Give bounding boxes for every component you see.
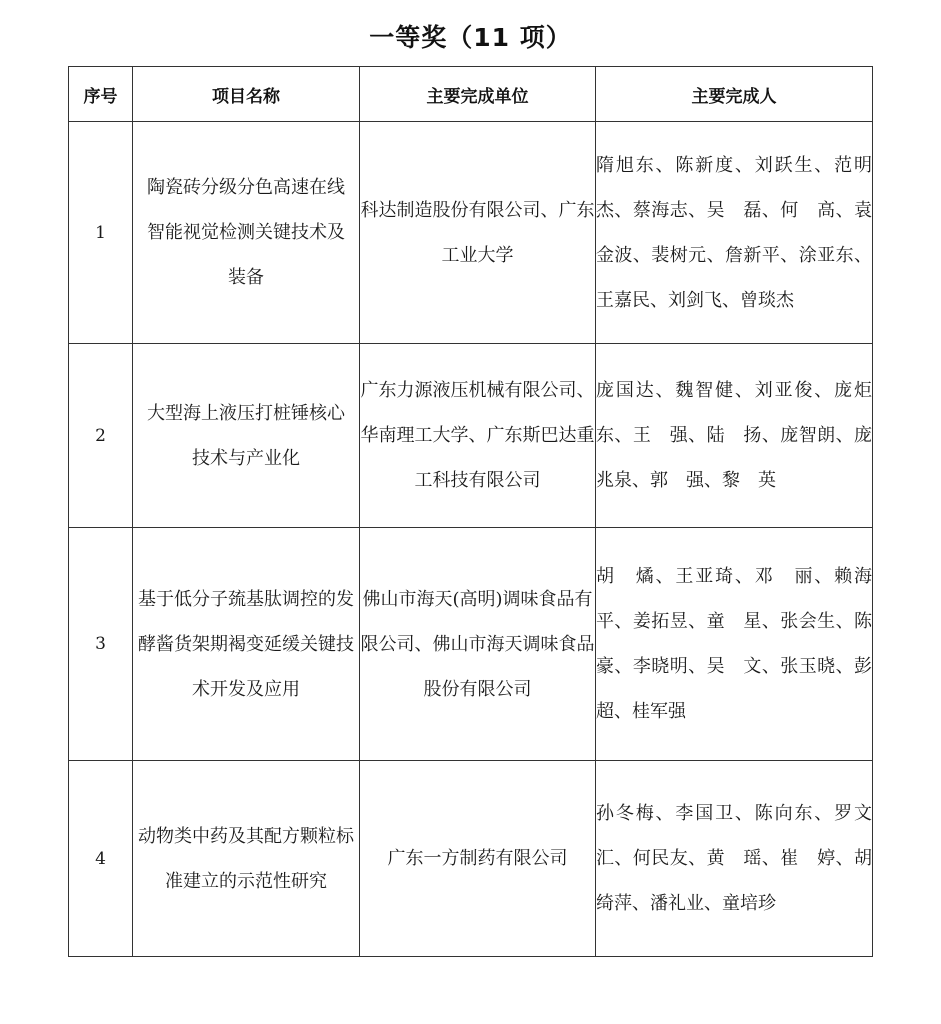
unit-text: 科达制造股份有限公司、广东工业大学 <box>360 199 595 266</box>
page-title: 一等奖（11 项） <box>369 23 572 52</box>
row-no: 2 <box>69 344 133 528</box>
header-project-name: 项目名称 <box>133 67 360 122</box>
row-people <box>596 344 873 528</box>
table-row <box>69 122 873 344</box>
header-people: 主要完成人 <box>596 67 873 122</box>
people-text: 胡 燏、王亚琦、邓 丽、赖海平、姜拓昱、童 星、张会生、陈 豪、李晓明、吴 文、张玉晓、彭 超、桂军强 <box>596 566 890 722</box>
header-unit: 主要完成单位 <box>360 67 596 122</box>
row-project-name <box>133 761 360 957</box>
row-project-name <box>133 528 360 761</box>
table-row <box>69 528 873 761</box>
project-name-text: 陶瓷砖分级分色高速在线智能视觉检测关键技术及装备 <box>147 177 345 288</box>
unit-text: 广东力源液压机械有限公司、华南理工大学、广东斯巴达重工科技有限公司 <box>360 380 595 491</box>
unit-text: 广东一方制药有限公司 <box>387 848 568 869</box>
project-name-text: 大型海上液压打桩锤核心技术与产业化 <box>147 402 345 469</box>
people-text: 孙冬梅、李国卫、陈向东、罗文汇、何民友、黄 瑶、崔 婷、胡绮萍、潘礼业、童培珍 <box>596 803 872 914</box>
people-text: 庞国达、魏智健、刘亚俊、庞炬东、王 强、陆 扬、庞智朗、庞兆泉、郭 强、黎 英 <box>596 380 872 491</box>
unit-text: 佛山市海天(高明)调味食品有限公司、佛山市海天调味食品股份有限公司 <box>360 588 595 700</box>
row-no: 3 <box>69 528 133 761</box>
row-project-name <box>133 344 360 528</box>
project-name-text: 基于低分子巯基肽调控的发酵酱货架期褐变延缓关键技术开发及应用 <box>138 588 354 700</box>
row-unit <box>360 344 596 528</box>
row-people <box>596 122 873 344</box>
row-unit <box>360 122 596 344</box>
header-no: 序号 <box>69 67 133 122</box>
row-people <box>596 761 873 957</box>
table-header-row <box>69 67 873 122</box>
row-people <box>596 528 890 761</box>
table-row <box>69 761 873 957</box>
row-unit <box>360 528 596 761</box>
award-table <box>68 66 890 957</box>
row-no: 1 <box>69 122 133 344</box>
people-text: 隋旭东、陈新度、刘跃生、范明杰、蔡海志、吴 磊、何 高、袁金波、裴树元、詹新平、涂亚东、王嘉民、刘剑飞、曾琰杰 <box>596 154 872 311</box>
table-row <box>69 344 873 528</box>
row-no: 4 <box>69 761 133 957</box>
row-unit <box>360 761 596 957</box>
project-name-text: 动物类中药及其配方颗粒标准建立的示范性研究 <box>138 825 354 892</box>
row-project-name <box>133 122 360 344</box>
